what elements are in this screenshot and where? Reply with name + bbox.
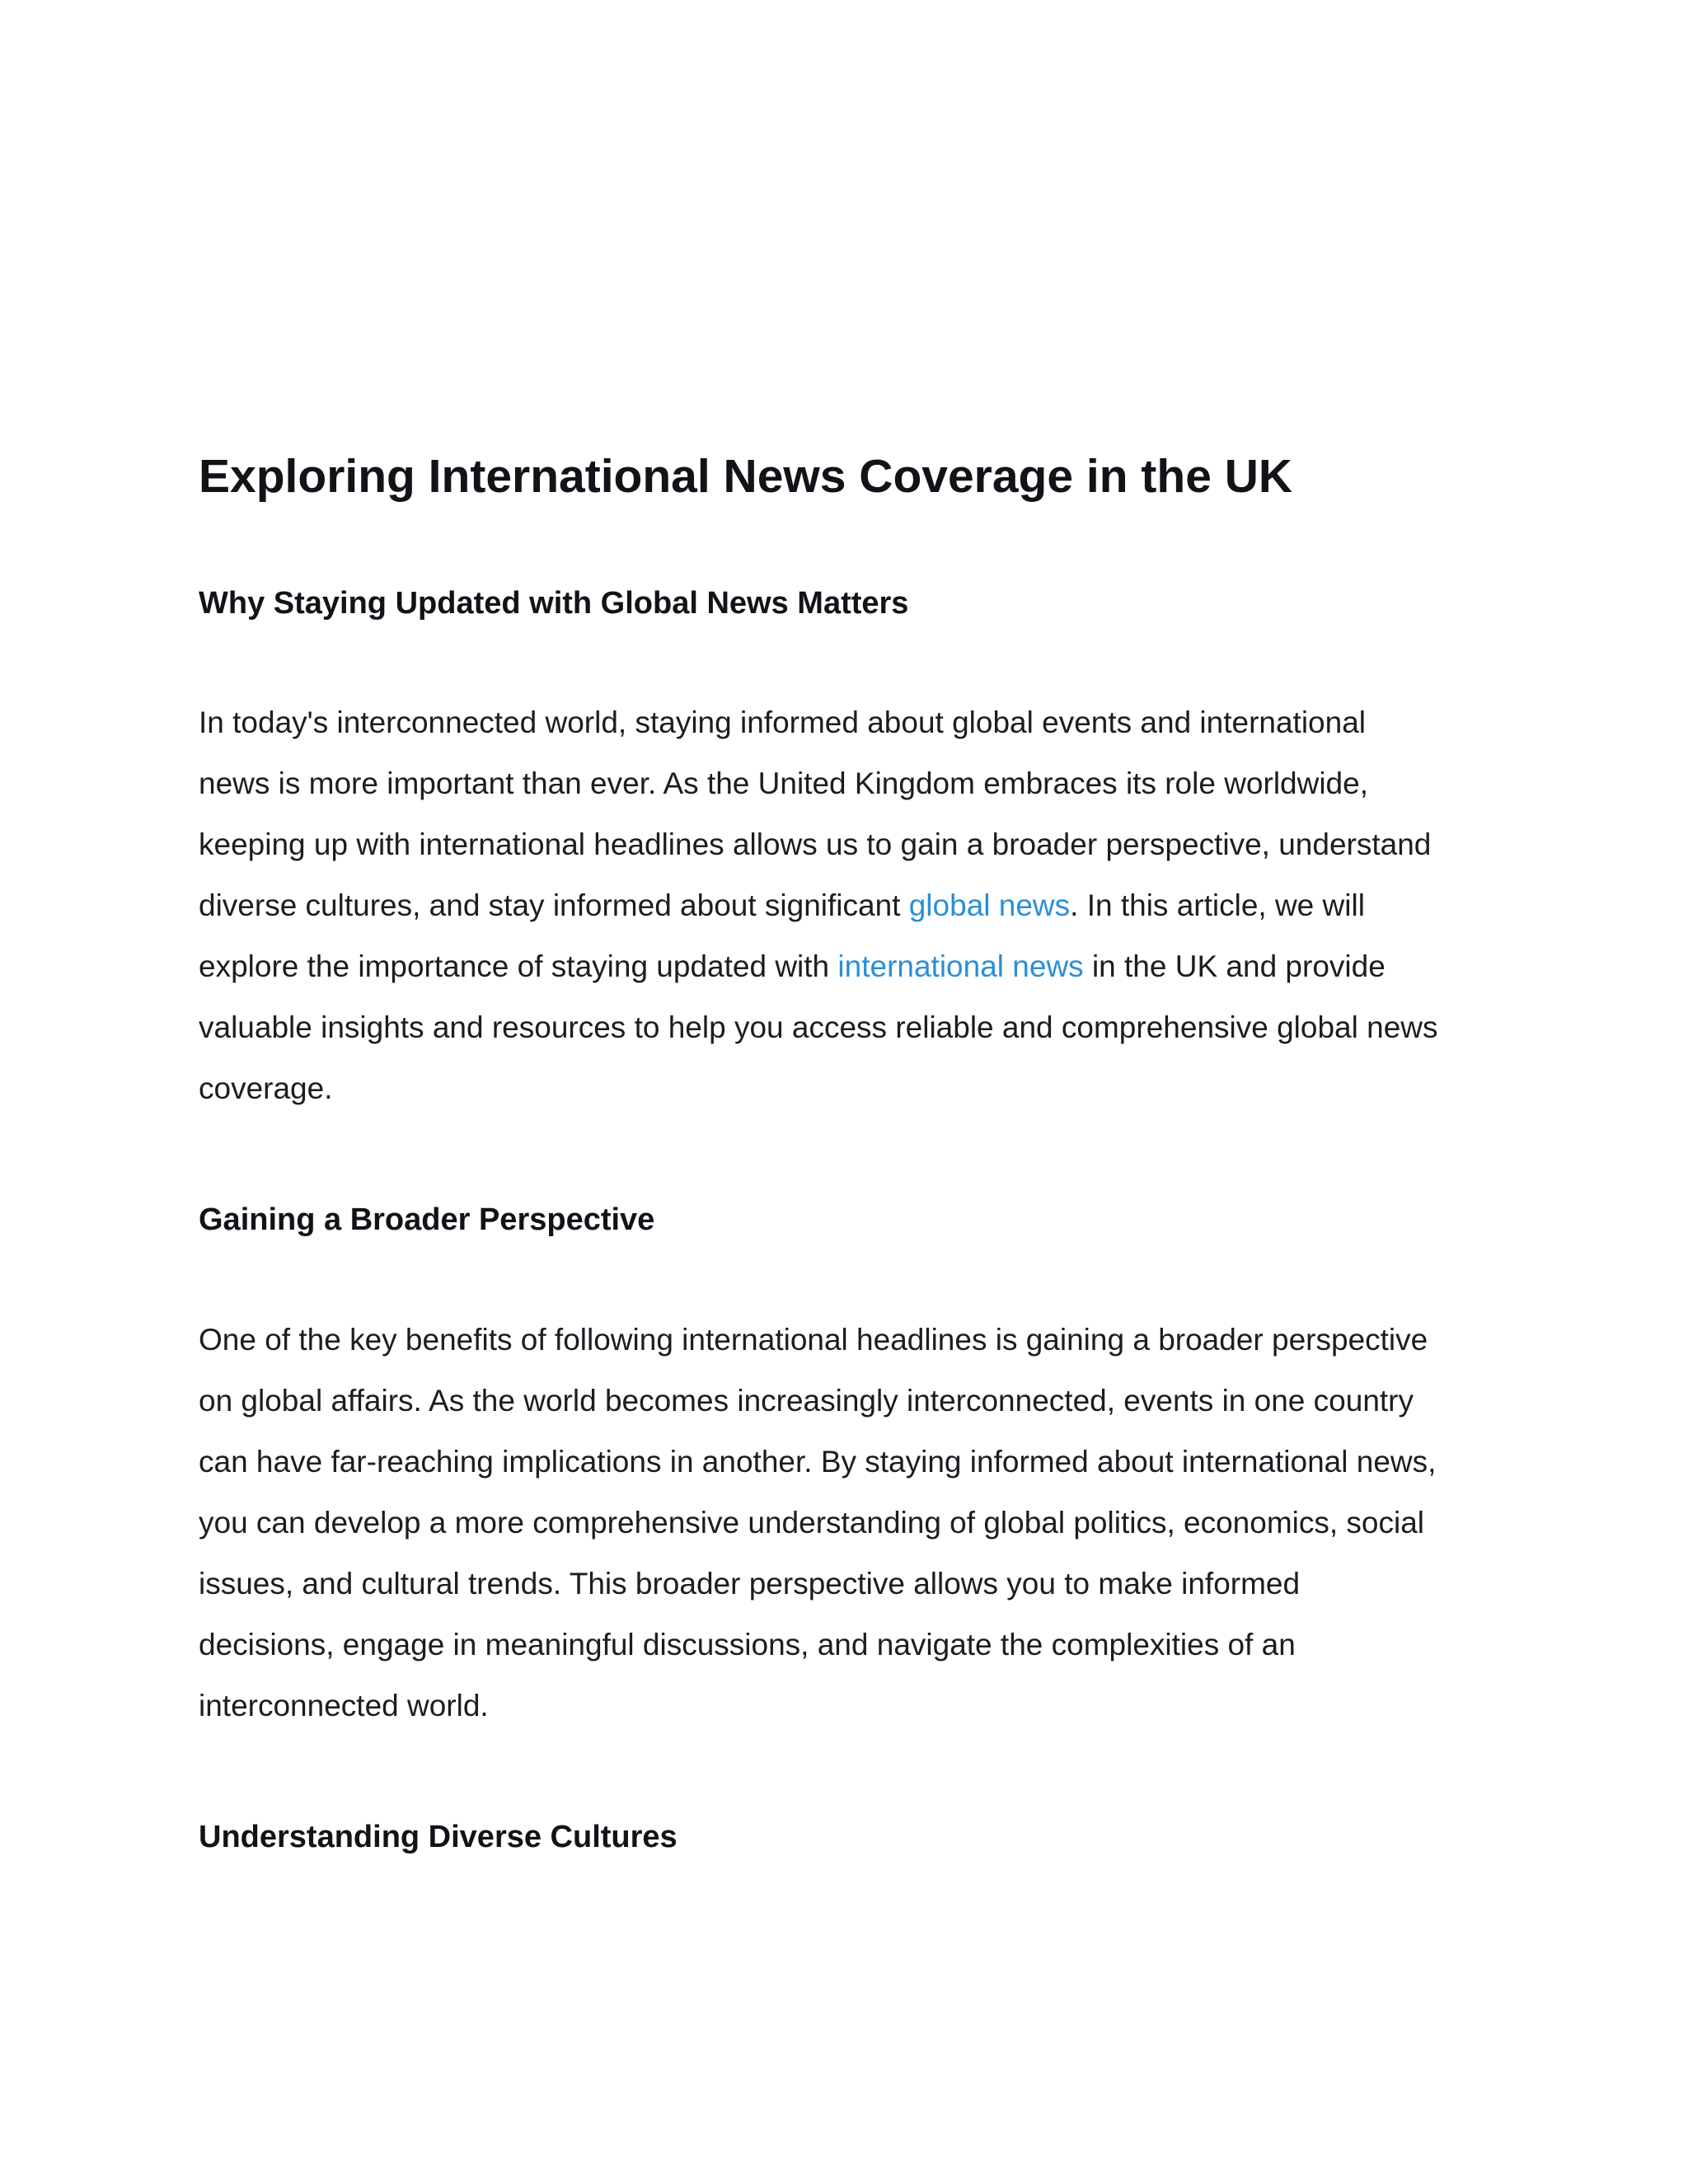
paragraph-line: news is more important than ever. As the United Kingdom embraces its role worldwide, <box>199 766 1368 800</box>
paragraph-line <box>199 875 1497 936</box>
paragraph-line <box>199 936 1497 997</box>
paragraph-line: coverage. <box>199 1071 333 1105</box>
paragraph-text: diverse cultures, and stay informed about significant <box>199 888 909 922</box>
paragraph-broader-perspective <box>199 1310 1497 1736</box>
paragraph-line: on global affairs. As the world becomes increasingly interconnected, events in one country <box>199 1384 1414 1418</box>
global-news-link[interactable]: global news <box>908 888 1071 922</box>
paragraph-text: . In this article, we will <box>1070 888 1365 922</box>
page-title: Exploring International News Coverage in the UK <box>199 450 1293 503</box>
paragraph-line: can have far-reaching implications in another. By staying informed about international news, <box>199 1445 1437 1479</box>
paragraph-intro <box>199 692 1497 1119</box>
section-heading-why-global-news: Why Staying Updated with Global News Matters <box>199 586 909 621</box>
international-news-link[interactable]: international news <box>837 949 1084 983</box>
paragraph-line: issues, and cultural trends. This broader perspective allows you to make informed <box>199 1567 1301 1601</box>
paragraph-line: In today's interconnected world, staying informed about global events and international <box>199 705 1367 739</box>
paragraph-text: explore the importance of staying updated with <box>199 949 838 983</box>
paragraph-line: you can develop a more comprehensive understanding of global politics, economics, social <box>199 1506 1425 1540</box>
paragraph-line: valuable insights and resources to help you access reliable and comprehensive global news <box>199 1010 1438 1044</box>
section-heading-broader-perspective: Gaining a Broader Perspective <box>199 1202 655 1237</box>
paragraph-line: keeping up with international headlines allows us to gain a broader perspective, understand <box>199 827 1432 861</box>
paragraph-line: interconnected world. <box>199 1689 489 1722</box>
paragraph-text: in the UK and provide <box>1083 949 1386 983</box>
paragraph-line: decisions, engage in meaningful discussions, and navigate the complexities of an <box>199 1628 1296 1661</box>
paragraph-line: One of the key benefits of following international headlines is gaining a broader perspective <box>199 1323 1428 1357</box>
section-heading-diverse-cultures: Understanding Diverse Cultures <box>199 1820 678 1854</box>
